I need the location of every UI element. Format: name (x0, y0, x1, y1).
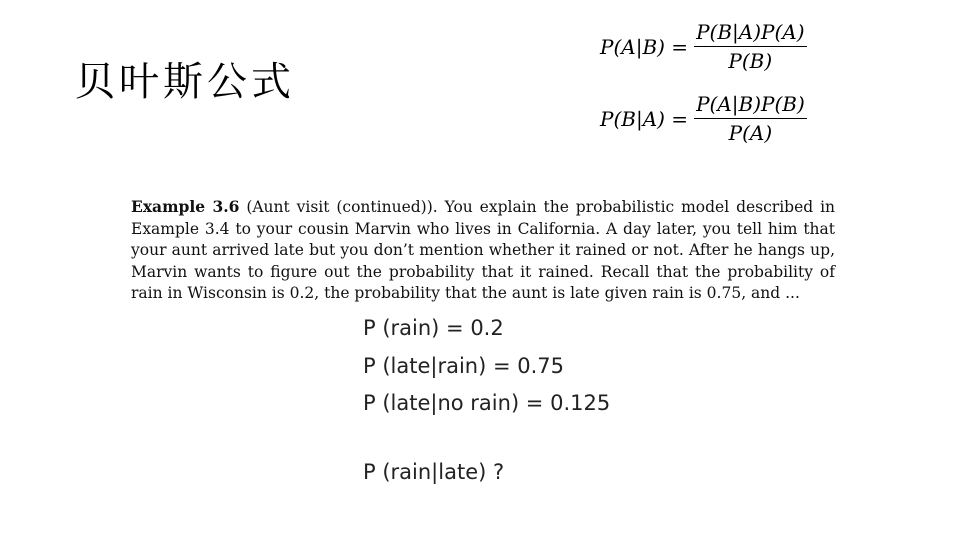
given-probabilities (363, 310, 610, 423)
formula-denominator: P(B) (728, 49, 773, 73)
formula-lhs: P(B|A) = (600, 106, 689, 131)
given-prob-late-given-no-rain: P (late|no rain) = 0.125 (363, 391, 611, 415)
formula-numerator: P(B|A)P(A) (694, 20, 806, 47)
bayes-formula-a-given-b (600, 20, 807, 73)
formula-denominator: P(A) (728, 121, 773, 145)
example-text: (Aunt visit (continued)). You explain the probabilistic model described in Example 3.4 to your cousin Marvin who lives in California. A day later, you tell him that your aunt arrived late but you don’t mention whether it rained or not. After he hangs up, Marvin wants to figure out the probability that it rained. Recall that the probability of rain in Wisconsin is 0.2, the probability that the aunt is late given rain is 0.75, and ... (131, 198, 836, 302)
slide-title: 贝叶斯公式 (75, 59, 295, 105)
bayes-formula-b-given-a (600, 92, 807, 145)
formula-fraction (694, 20, 806, 73)
given-prob-late-given-rain: P (late|rain) = 0.75 (363, 353, 565, 378)
given-prob-rain: P (rain) = 0.2 (363, 316, 504, 340)
formula-numerator: P(A|B)P(B) (694, 92, 807, 119)
question-prob-rain-given-late: P (rain|late) ? (363, 460, 505, 484)
formula-lhs: P(A|B) = (600, 34, 689, 59)
example-label: Example 3.6 (131, 197, 240, 216)
formula-fraction (694, 92, 807, 145)
example-excerpt (131, 196, 836, 302)
